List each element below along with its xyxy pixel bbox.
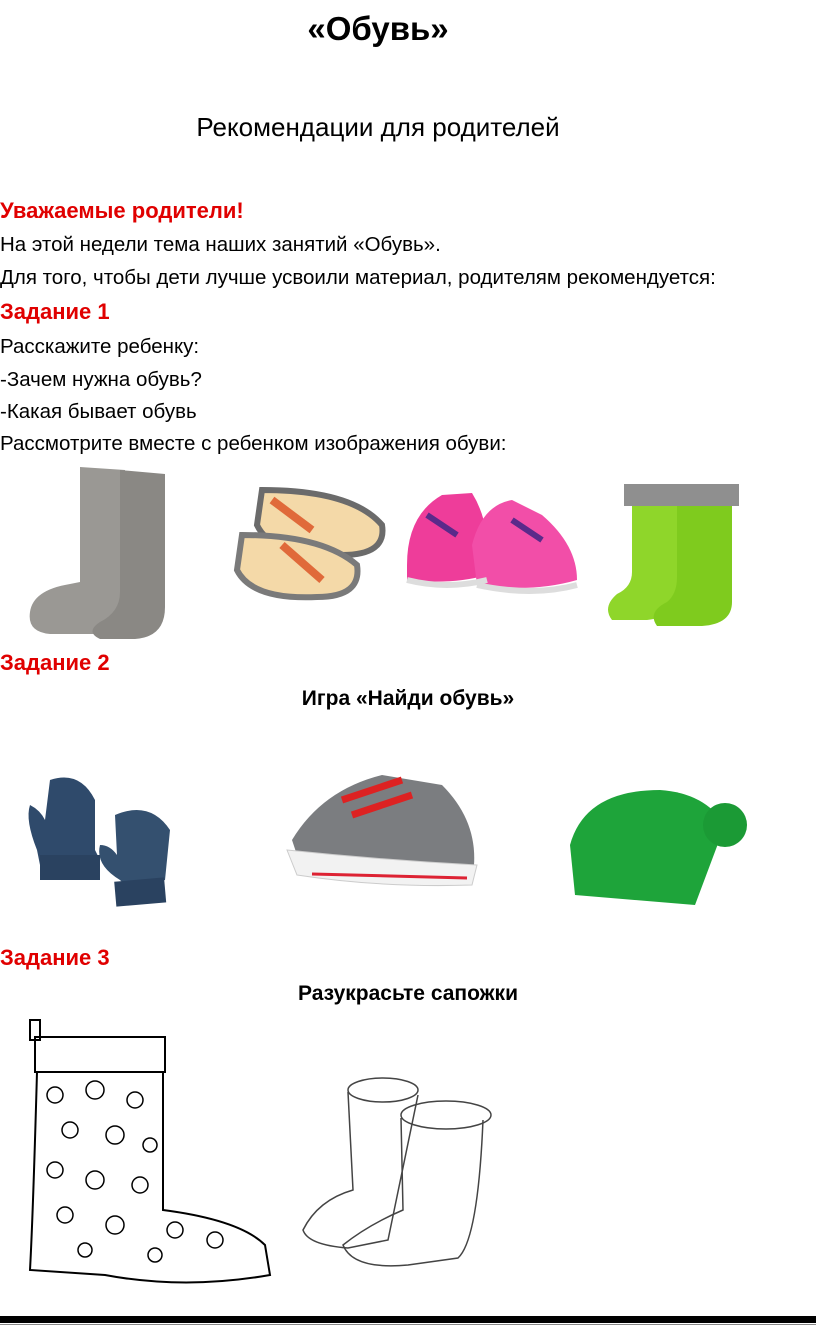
task1-heading: Задание 1 [0, 299, 110, 324]
bottom-rule-thin [0, 1324, 816, 1325]
task3-title: Разукрасьте сапожки [298, 982, 518, 1005]
intro-line: На этой недели тема наших занятий «Обувь». [0, 233, 441, 256]
task1-line: Расскажите ребенку: [0, 335, 200, 358]
task2-heading: Задание 2 [0, 650, 110, 675]
rubber-boots-image [602, 482, 742, 632]
flowered-boot-coloring-image [25, 1015, 275, 1300]
page-subtitle: Рекомендации для родителей [196, 112, 560, 142]
task1-line: -Какая бывает обувь [0, 400, 197, 423]
task1-line: Рассмотрите вместе с ребенком изображения обуви: [0, 432, 507, 455]
felt-boots-image [25, 462, 185, 642]
canvas-sneaker-image [282, 770, 482, 895]
intro-line: Для того, чтобы дети лучше усвоили материал, родителям рекомендуется: [0, 266, 716, 289]
bottom-rule [0, 1316, 816, 1323]
sneakers-image [402, 485, 582, 600]
sandals-image [232, 485, 392, 605]
greeting: Уважаемые родители! [0, 198, 244, 223]
task2-title: Игра «Найди обувь» [301, 687, 515, 710]
task3-heading: Задание 3 [0, 945, 110, 970]
mittens-image [25, 770, 180, 920]
task1-line: -Зачем нужна обувь? [0, 368, 202, 391]
page-title: «Обувь» [307, 10, 449, 47]
rain-boots-coloring-image [298, 1070, 498, 1270]
green-hat-image [565, 785, 750, 915]
